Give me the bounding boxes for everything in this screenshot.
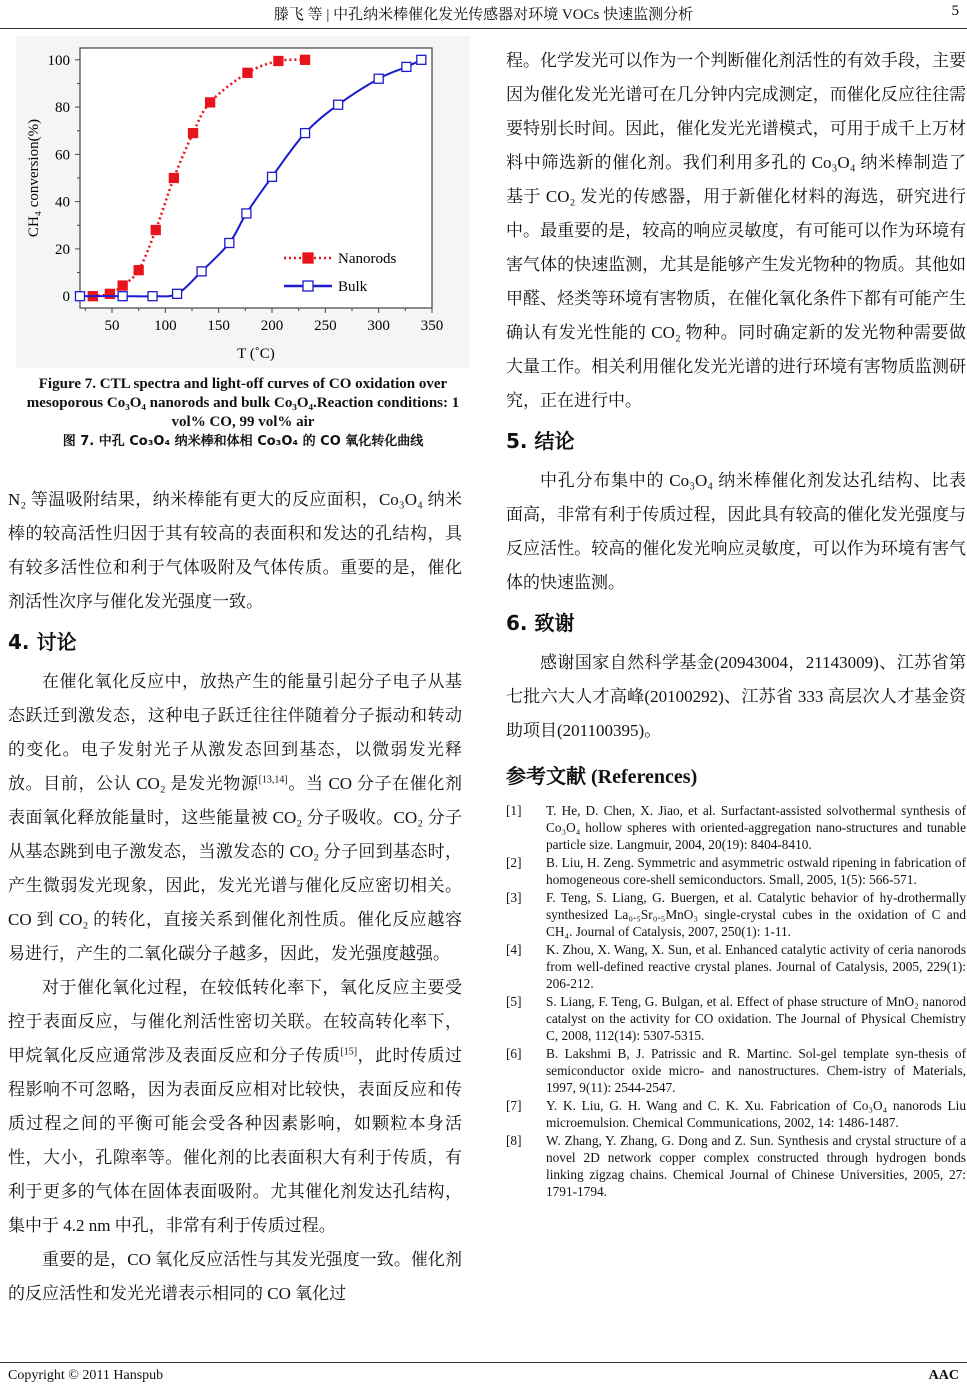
x-axis-label: T (˚C)	[237, 346, 275, 362]
page-number: 5	[951, 3, 959, 19]
data-point-bulk	[148, 292, 157, 301]
reference-number: [2]	[506, 855, 522, 870]
reference-text: T. He, D. Chen, X. Jiao, et al. Surfactant-assisted solvothermal synthesis of Co₃O₄ hollow spheres with oriented-aggregation nano-structures and tunable particle size. Langmuir, 2004, 20(19): 8404-8410.	[546, 803, 966, 852]
reference-item	[506, 1097, 966, 1131]
paragraph: 对于催化氧化过程，在较低转化率下，氧化反应主要受控于表面反应，与催化剂活性密切关联。在较高转化率下，甲烷氧化反应通常涉及表面反应和分子传质[15]，此时传质过程影响不可忽略，因为表面反应相对比较快，表面反应和传质过程之间的平衡可能会受各种因素影响，如颗粒本身活性，大小，孔隙率等。催化剂的比表面积大有利于传质，有利于更多的气体在固体表面吸附。尤其催化剂发达孔结构，集中于 4.2 nm 中孔，非常有利于传质过程。	[8, 978, 463, 1235]
x-tick-label: 50	[104, 318, 120, 334]
paragraph: 重要的是，CO 氧化反应活性与其发光强度一致。催化剂的反应活性和发光光谱表示相同的 CO 氧化过	[8, 1250, 462, 1303]
data-point-bulk	[225, 239, 234, 248]
legend-label: Bulk	[338, 279, 368, 295]
paragraph: 在催化氧化反应中，放热产生的能量引起分子电子从基态跃迁到激发态，这种电子跃迁往往伴随着分子振动和转动的变化。电子发射光子从激发态回到基态，以微弱发光释放。目前，公认 CO₂ 是发光物源[13,14]。当 CO 分子在催化剂表面氧化释放能量时，这些能量被 CO₂ 分子吸收。CO₂ 分子从基态跳到电子激发态，当激发态的 CO₂ 分子回到基态时，产生微弱发光现象，因此，发光光谱与催化反应密切相关。CO 到 CO₂ 的转化，直接关系到催化剂性质。催化反应越容易进行，产生的二氧化碳分子越多，因此，发光强度越强。	[8, 672, 462, 963]
reference-text: B. Lakshmi B, J. Patrissic and R. Martinc. Sol-gel template syn-thesis of semiconductor oxide micro- and nanostructures. Chem-istry of Materials, 1997, 9(11): 2544-2547.	[546, 1046, 966, 1095]
figure-caption-cn: 图 7. 中孔 Co₃O₄ 纳米棒和体相 Co₃O₄ 的 CO 氧化转化曲线	[62, 434, 424, 449]
reference-number: [1]	[506, 803, 522, 818]
reference-number: [3]	[506, 890, 522, 905]
y-tick-label: 40	[55, 194, 70, 211]
data-point-bulk	[173, 289, 182, 298]
data-point-nanorods	[206, 98, 215, 107]
y-tick-label: 80	[55, 100, 70, 117]
reference-item	[506, 993, 966, 1044]
reference-number: [8]	[506, 1133, 522, 1148]
left-column	[8, 483, 462, 1311]
reference-item	[506, 1045, 966, 1096]
section-heading-discussion: 4. 讨论	[8, 630, 77, 654]
reference-item	[506, 854, 966, 888]
data-point-nanorods	[301, 55, 310, 64]
legend-label: Nanorods	[338, 251, 397, 267]
right-column	[506, 44, 966, 1201]
x-tick-label: 350	[420, 318, 444, 334]
reference-number: [4]	[506, 942, 522, 957]
reference-item	[506, 1132, 966, 1200]
citation: [15]	[340, 1046, 358, 1058]
reference-text: W. Zhang, Y. Zhang, G. Dong and Z. Sun. Synthesis and crystal structure of a novel 2D network copper complex constructed through hydrogen bonds linking zigzag chains. Chemical Journal of Chinese Universities, 2005, 27: 1791-1794.	[546, 1133, 966, 1199]
paragraph: N₂ 等温吸附结果，纳米棒能有更大的反应面积，Co₃O₄ 纳米棒的较高活性归因于其有较高的表面积和发达的孔结构，具有较多活性位和利于气体吸附及气体传质。重要的是，催化剂活性次序与催化发光强度一致。	[8, 490, 462, 611]
data-point-nanorods	[189, 129, 198, 138]
y-tick-label: 100	[47, 52, 70, 69]
data-point-bulk	[118, 292, 127, 301]
x-tick-label: 150	[207, 318, 230, 334]
running-title: 滕飞 等 | 中孔纳米棒催化发光传感器对环境 VOCs 快速监测分析	[273, 7, 694, 23]
y-tick-label: 0	[62, 289, 70, 306]
data-point-nanorods	[243, 68, 252, 77]
paragraph: 程。化学发光可以作为一个判断催化剂活性的有效手段，主要因为催化发光光谱可在几分钟内完成测定，而催化反应往往需要特别长时间。因此，催化发光光谱模式，可用于成千上万材料中筛选新的催化剂。我们利用多孔的 Co₃O₄ 纳米棒制造了基于 CO₂ 发光的传感器，用于新催化材料的海选，研究进行中。最重要的是，较高的响应灵敏度，有可能可以作为环境有害气体的快速监测，尤其是能够产生发光物种的物质。其他如甲醛、烃类等环境有害物质，在催化氧化条件下都有可能产生确认有发光性能的 CO₂ 物种。同时确定新的发光物种需要做大量工作。相关利用催化发光光谱的进行环境有害物质监测研究，正在进行中。	[506, 51, 966, 410]
data-point-bulk	[268, 172, 277, 181]
paragraph: 中孔分布集中的 Co₃O₄ 纳米棒催化剂发达孔结构、比表面高，非常有利于传质过程，因此具有较高的催化发光强度与反应活性。较高的催化发光响应灵敏度，可以作为环境有害气体的快速监测。	[506, 471, 966, 592]
data-point-nanorods	[134, 266, 143, 275]
legend-marker	[303, 281, 313, 291]
paragraph: 感谢国家自然科学基金(20943004，21143009)、江苏省第七批六大人才高峰(20100292)、江苏省 333 高层次人才基金资助项目(201100395)。	[506, 653, 966, 740]
y-tick-label: 20	[55, 241, 70, 258]
copyright: Copyright © 2011 Hanspub	[8, 1368, 164, 1383]
data-point-bulk	[417, 55, 426, 64]
plot-area	[80, 48, 432, 308]
reference-item	[506, 941, 966, 992]
reference-list	[506, 802, 966, 1200]
reference-text: S. Liang, F. Teng, G. Bulgan, et al. Effect of phase structure of MnO₂ nanorod catalyst on the activity for CO oxidation. The Journal of Physical Chemistry C, 2008, 112(14): 5307-5315.	[546, 994, 966, 1043]
reference-text: Y. K. Liu, G. H. Wang and C. K. Xu. Fabrication of Co₃O₄ nanorods Liu microemulsion. Chemical Communications, 2002, 14: 1486-1487.	[546, 1098, 966, 1130]
figure-caption	[8, 375, 478, 451]
reference-number: [6]	[506, 1046, 522, 1061]
reference-item	[506, 802, 966, 853]
figure-caption-en: Figure 7. CTL spectra and light-off curves of CO oxidation over mesoporous Co₃O₄ nanorods and bulk Co₃O₄.Reaction conditions: 1 vol% CO, 99 vol% air	[26, 376, 460, 430]
reference-text: B. Liu, H. Zeng. Symmetric and asymmetric ostwald ripening in fabrication of homogeneous core-shell semiconductors. Small, 2005, 1(5): 566-571.	[546, 855, 966, 887]
reference-item	[506, 889, 966, 940]
x-tick-label: 250	[314, 318, 337, 334]
data-point-nanorods	[274, 57, 283, 66]
reference-text: F. Teng, S. Liang, G. Buergen, et al. Catalytic behavior of hy-drothermally synthesized La₀.₅Sr₀.₅MnO₃ single-crystal cubes in the oxidation of C and CH₄. Journal of Catalysis, 2007, 250(1): 1-11.	[546, 890, 966, 939]
page-footer	[0, 1362, 967, 1387]
y-tick-label: 60	[55, 147, 70, 164]
x-tick-label: 300	[367, 318, 390, 334]
data-point-nanorods	[151, 226, 160, 235]
data-point-nanorods	[118, 281, 127, 290]
data-point-bulk	[402, 62, 411, 71]
data-point-bulk	[76, 292, 85, 301]
reference-number: [5]	[506, 994, 522, 1009]
x-tick-label: 200	[260, 318, 284, 334]
journal-abbrev: AAC	[928, 1368, 959, 1383]
citation: [13,14]	[258, 774, 288, 786]
references-heading: 参考文献 (References)	[506, 766, 698, 788]
figure-7	[8, 0, 462, 480]
y-axis-label: CH₄ conversion(%)	[26, 118, 42, 238]
data-point-bulk	[374, 74, 383, 83]
reference-number: [7]	[506, 1098, 522, 1113]
section-heading-conclusion: 5. 结论	[506, 429, 575, 453]
data-point-bulk	[301, 129, 310, 138]
data-point-nanorods	[169, 174, 178, 183]
data-point-bulk	[334, 100, 343, 109]
x-tick-label: 100	[154, 318, 177, 334]
reference-text: K. Zhou, X. Wang, X. Sun, et al. Enhanced catalytic activity of ceria nanorods from well-defined reactive crystal planes. Journal of Catalysis, 2005, 229(1): 206-212.	[546, 942, 966, 991]
data-point-bulk	[242, 209, 251, 218]
section-heading-acknowledgement: 6. 致谢	[506, 611, 575, 635]
light-off-chart	[16, 36, 470, 368]
legend-marker	[303, 253, 313, 263]
data-point-bulk	[197, 267, 206, 276]
